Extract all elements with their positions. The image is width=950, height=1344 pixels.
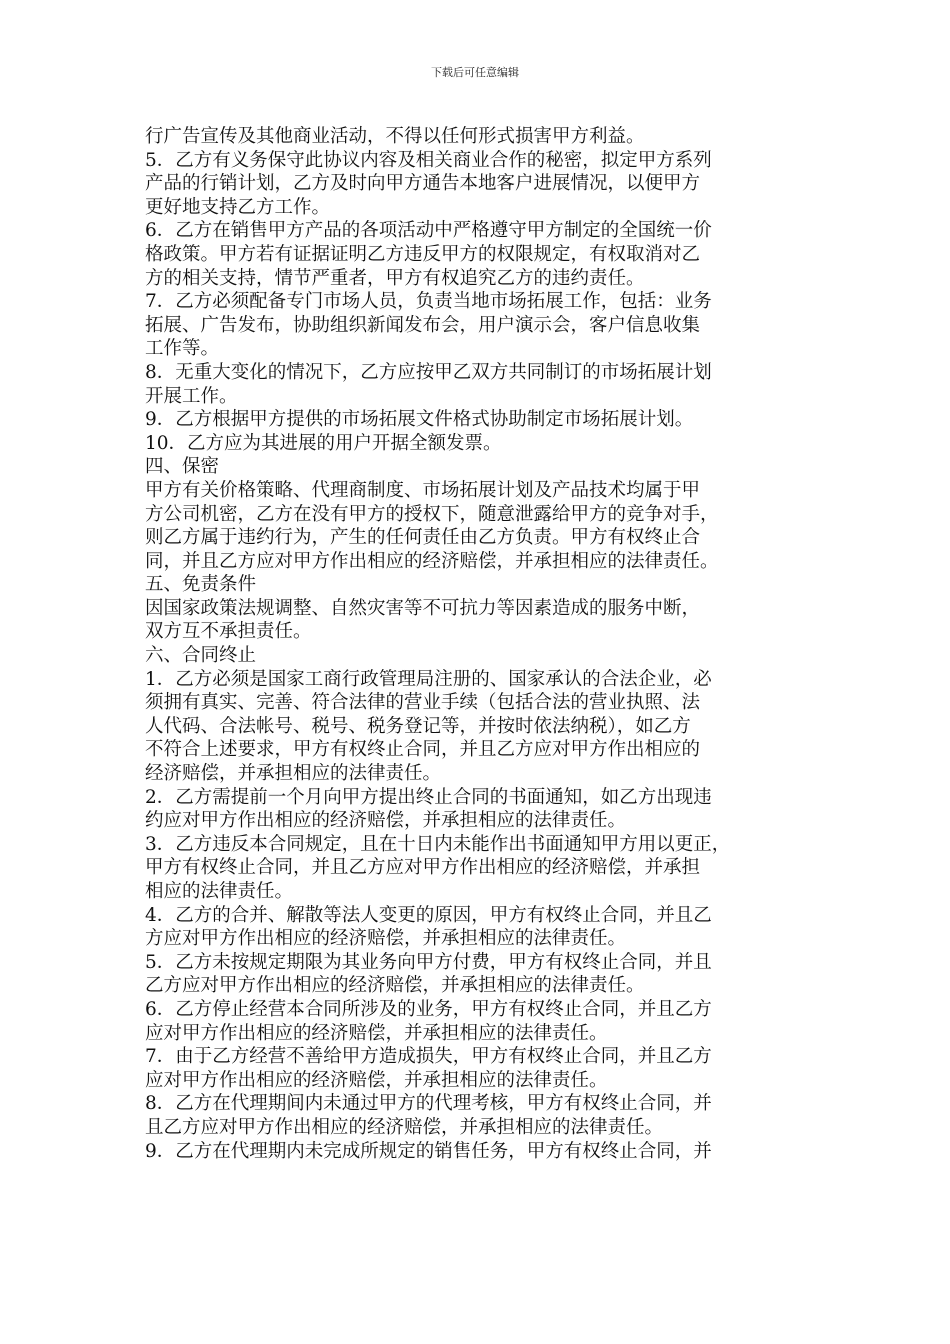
text-line: 方的相关支持，情节严重者，甲方有权追究乙方的违约责任。	[145, 267, 645, 289]
text-line: 须拥有真实、完善、符合法律的营业手续（包括合法的营业执照、法	[145, 692, 701, 714]
text-line: 9．乙方在代理期内未完成所规定的销售任务，甲方有权终止合同，并	[145, 1140, 712, 1162]
text-line: 4．乙方的合并、解散等法人变更的原因，甲方有权终止合同，并且乙	[145, 904, 712, 926]
text-line: 5．乙方有义务保守此协议内容及相关商业合作的秘密，拟定甲方系列	[145, 149, 712, 171]
text-line: 2．乙方需提前一个月向甲方提出终止合同的书面通知，如乙方出现违	[145, 786, 712, 808]
text-line: 5．乙方未按规定期限为其业务向甲方付费，甲方有权终止合同，并且	[145, 951, 712, 973]
text-line: 拓展、广告发布，协助组织新闻发布会，用户演示会，客户信息收集	[145, 314, 701, 336]
text-line: 甲方有关价格策略、代理商制度、市场拓展计划及产品技术均属于甲	[145, 479, 701, 501]
text-line: 开展工作。	[145, 385, 238, 407]
text-line: 乙方应对甲方作出相应的经济赔偿，并承担相应的法律责任。	[145, 975, 645, 997]
text-line: 应对甲方作出相应的经济赔偿，并承担相应的法律责任。	[145, 1022, 608, 1044]
text-line: 6．乙方在销售甲方产品的各项活动中严格遵守甲方制定的全国统一价	[145, 220, 712, 242]
text-line: 3．乙方违反本合同规定，且在十日内未能作出书面通知甲方用以更正，	[145, 833, 731, 855]
text-line: 工作等。	[145, 338, 220, 360]
page-header-note: 下载后可任意编辑	[431, 66, 519, 79]
text-line: 六、合同终止	[145, 645, 257, 667]
text-line: 8．无重大变化的情况下，乙方应按甲乙双方共同制订的市场拓展计划	[145, 361, 712, 383]
text-line: 四、保密	[145, 456, 220, 478]
text-line: 不符合上述要求，甲方有权终止合同，并且乙方应对甲方作出相应的	[145, 739, 701, 761]
text-line: 约应对甲方作出相应的经济赔偿，并承担相应的法律责任。	[145, 810, 627, 832]
text-line: 6．乙方停止经营本合同所涉及的业务，甲方有权终止合同，并且乙方	[145, 998, 712, 1020]
text-line: 更好地支持乙方工作。	[145, 196, 331, 218]
text-line: 人代码、合法帐号、税号、税务登记等，并按时依法纳税），如乙方	[145, 715, 691, 737]
text-line: 7．乙方必须配备专门市场人员，负责当地市场拓展工作，包括：业务	[145, 291, 712, 313]
text-line: 格政策。甲方若有证据证明乙方违反甲方的权限规定，有权取消对乙	[145, 243, 701, 265]
text-line: 10．乙方应为其进展的用户开据全额发票。	[145, 432, 502, 454]
text-line: 1．乙方必须是国家工商行政管理局注册的、国家承认的合法企业，必	[145, 668, 712, 690]
text-line: 应对甲方作出相应的经济赔偿，并承担相应的法律责任。	[145, 1069, 608, 1091]
text-line: 产品的行销计划，乙方及时向甲方通告本地客户进展情况，以便甲方	[145, 173, 701, 195]
document-body	[145, 125, 815, 1163]
text-line: 甲方有权终止合同，并且乙方应对甲方作出相应的经济赔偿，并承担	[145, 857, 701, 879]
text-line: 且乙方应对甲方作出相应的经济赔偿，并承担相应的法律责任。	[145, 1116, 664, 1138]
text-line: 五、免责条件	[145, 574, 257, 596]
text-line: 同，并且乙方应对甲方作出相应的经济赔偿，并承担相应的法律责任。	[145, 550, 719, 572]
text-line: 9．乙方根据甲方提供的市场拓展文件格式协助制定市场拓展计划。	[145, 409, 694, 431]
text-line: 经济赔偿，并承担相应的法律责任。	[145, 763, 442, 785]
text-line: 行广告宣传及其他商业活动，不得以任何形式损害甲方利益。	[145, 126, 645, 147]
text-line: 双方互不承担责任。	[145, 621, 312, 643]
text-line: 相应的法律责任。	[145, 881, 294, 902]
text-line: 7．由于乙方经营不善给甲方造成损失，甲方有权终止合同，并且乙方	[145, 1046, 712, 1068]
text-line: 方应对甲方作出相应的经济赔偿，并承担相应的法律责任。	[145, 928, 627, 950]
text-line: 则乙方属于违约行为，产生的任何责任由乙方负责。甲方有权终止合	[145, 527, 701, 549]
text-line: 因国家政策法规调整、自然灾害等不可抗力等因素造成的服务中断，	[145, 597, 701, 619]
text-line: 8．乙方在代理期间内未通过甲方的代理考核，甲方有权终止合同，并	[145, 1093, 712, 1115]
text-line: 方公司机密，乙方在没有甲方的授权下，随意泄露给甲方的竞争对手，	[145, 503, 719, 525]
